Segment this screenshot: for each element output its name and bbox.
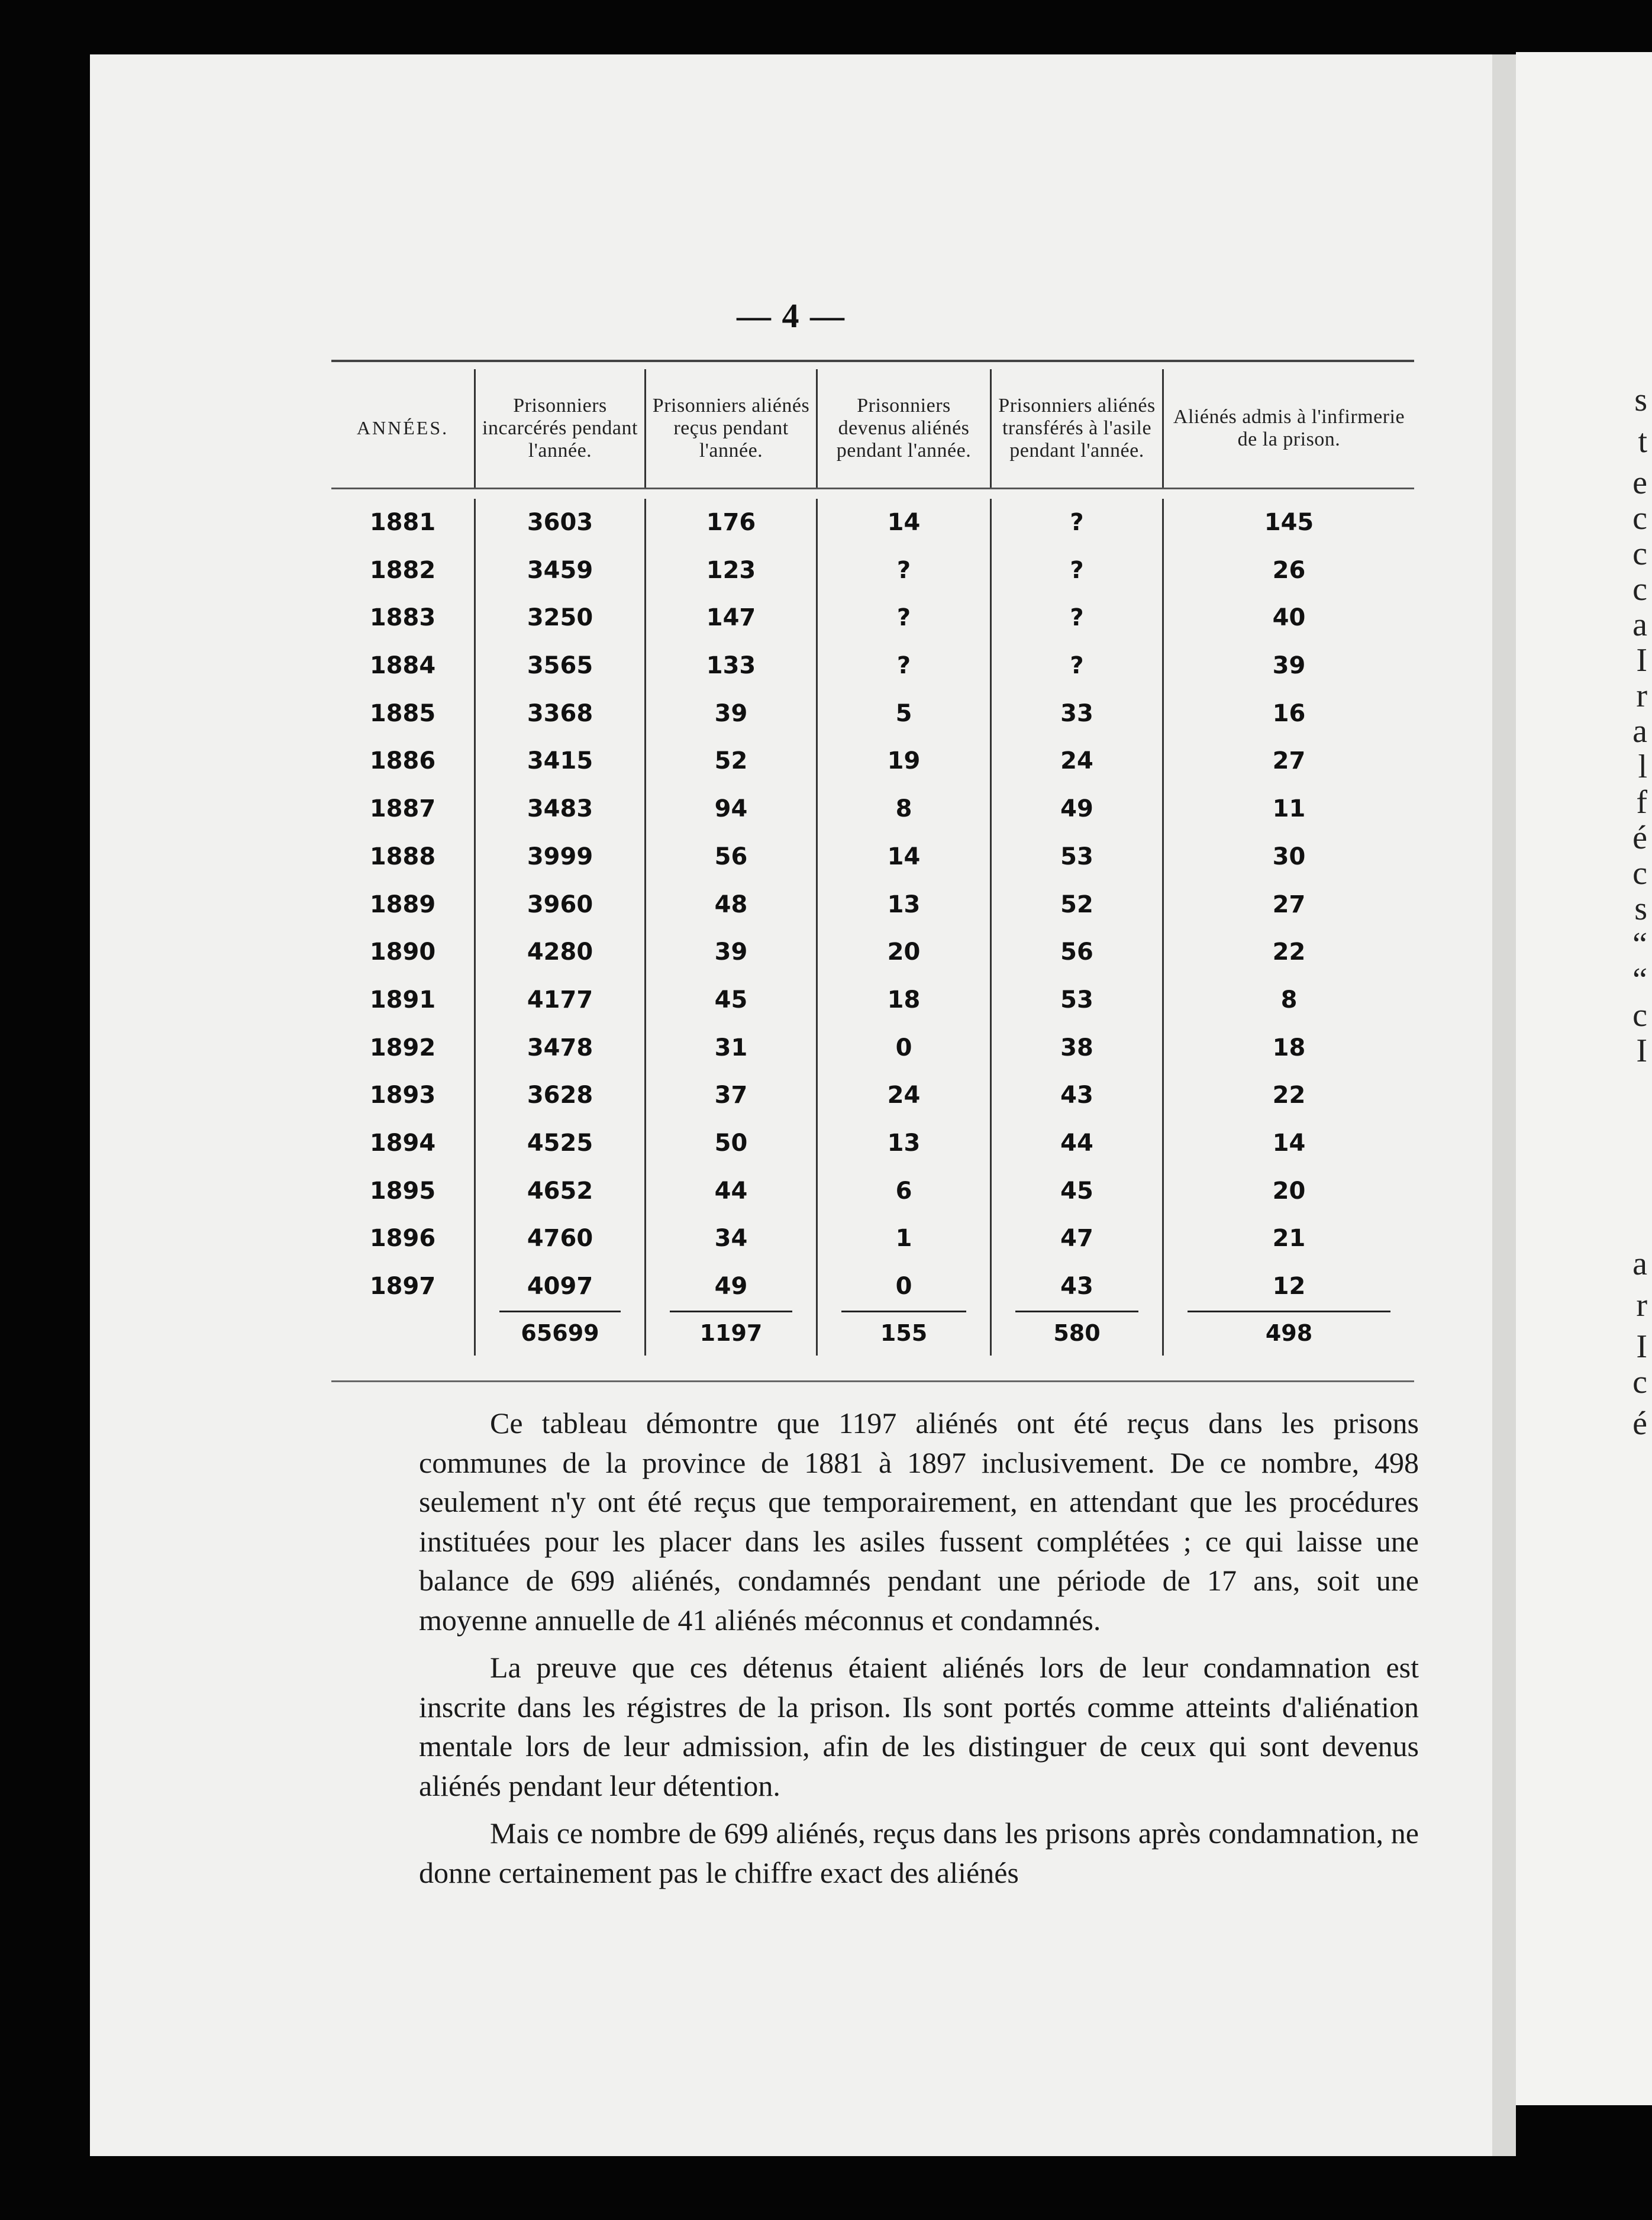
table-cell: 14 xyxy=(887,509,921,536)
header-became-insane: Prisonniers devenus aliénés pendant l'année. xyxy=(816,369,990,488)
table-cell: 1886 xyxy=(369,747,436,775)
table-cell: 30 xyxy=(1272,843,1306,870)
table-cell: 133 xyxy=(706,652,756,680)
table-cell: 43 xyxy=(1060,1273,1093,1300)
table-cell: 1893 xyxy=(369,1082,436,1109)
edge-letter: r xyxy=(1636,677,1647,714)
document-page xyxy=(90,54,1492,2156)
table-cell: 3478 xyxy=(527,1034,593,1061)
table-cell: 1883 xyxy=(369,604,436,632)
header-transferred: Prisonniers aliénés transférés à l'asile pendant l'année. xyxy=(990,369,1162,488)
table-cell: 45 xyxy=(714,986,748,1014)
table-cell: 94 xyxy=(714,795,748,823)
table-cell: ? xyxy=(896,556,911,584)
table-cell: 50 xyxy=(714,1129,748,1157)
table-cell: ? xyxy=(1070,556,1084,584)
table-cell: 11 xyxy=(1272,795,1306,823)
table-cell: 44 xyxy=(1060,1129,1093,1157)
adjacent-page-edge xyxy=(1516,52,1652,2105)
table-cell: 24 xyxy=(1060,747,1093,775)
table-cell: ? xyxy=(896,604,911,632)
table-cell: 4280 xyxy=(527,938,593,966)
table-cell: 20 xyxy=(1272,1177,1306,1205)
table-cell: 24 xyxy=(887,1082,921,1109)
table-cell: 39 xyxy=(1272,652,1306,680)
table-cell: ? xyxy=(896,652,911,680)
total-transferred: 580 xyxy=(990,1311,1162,1356)
page-edge-shadow xyxy=(1492,54,1516,2156)
table-cell: 56 xyxy=(1060,938,1093,966)
table-cell: 3999 xyxy=(527,843,593,870)
table-cell: 5 xyxy=(895,699,912,727)
edge-letter: é xyxy=(1632,819,1647,856)
statistics-table xyxy=(331,360,1414,1382)
edge-letter: c xyxy=(1632,855,1647,892)
table-top-rule xyxy=(331,360,1414,362)
edge-letter: e xyxy=(1632,464,1647,501)
table-cell: 26 xyxy=(1272,556,1306,584)
table-cell: 3415 xyxy=(527,747,593,775)
table-cell: 4652 xyxy=(527,1177,593,1205)
body-text xyxy=(419,1403,1419,1900)
table-cell: 52 xyxy=(714,747,748,775)
total-insane-received: 1197 xyxy=(644,1311,816,1356)
edge-letter: I xyxy=(1636,1328,1647,1365)
table-cell: 1882 xyxy=(369,556,436,584)
table-cell: 3628 xyxy=(527,1082,593,1109)
edge-letter: a xyxy=(1632,606,1647,643)
table-body xyxy=(331,489,1414,1311)
total-infirmary: 498 xyxy=(1162,1311,1414,1356)
table-cell: 22 xyxy=(1272,938,1306,966)
table-cell: 39 xyxy=(714,699,748,727)
column-transferred xyxy=(990,499,1162,1311)
table-cell: 3250 xyxy=(527,604,593,632)
table-cell: 18 xyxy=(1272,1034,1306,1061)
table-cell: 6 xyxy=(895,1177,912,1205)
table-cell: 34 xyxy=(714,1225,748,1253)
table-cell: 8 xyxy=(895,795,912,823)
edge-letter: c xyxy=(1632,997,1647,1034)
paragraph: Ce tableau démontre que 1197 aliénés ont été reçus dans les prisons communes de la province de 1881 à 1897 inclusivement. De ce nombre, 498 seulement n'y ont été reçus que temporairement, en attendant que les procédures instituées pour les placer dans les asiles fussent complétées ; ce qui laisse une balance de 699 aliénés, condamnés pendant une période de 17 ans, soit une moyenne annuelle de 41 aliénés méconnus et condamnés. xyxy=(419,1406,1419,1637)
table-cell: ? xyxy=(1070,604,1084,632)
table-header-row xyxy=(331,369,1414,488)
table-cell: 1890 xyxy=(369,938,436,966)
edge-letter: “ xyxy=(1632,926,1647,963)
table-cell: 4177 xyxy=(527,986,593,1014)
table-cell: 47 xyxy=(1060,1225,1093,1253)
table-cell: 45 xyxy=(1060,1177,1093,1205)
total-became-insane: 155 xyxy=(816,1311,990,1356)
table-cell: 19 xyxy=(887,747,921,775)
table-cell: 27 xyxy=(1272,890,1306,918)
table-cell: 1897 xyxy=(369,1273,436,1300)
table-cell: 49 xyxy=(1060,795,1093,823)
table-cell: 0 xyxy=(895,1273,912,1300)
table-cell: 3603 xyxy=(527,509,593,536)
table-cell: 3960 xyxy=(527,890,593,918)
table-cell: 3368 xyxy=(527,699,593,727)
table-cell: 14 xyxy=(887,843,921,870)
table-cell: 53 xyxy=(1060,843,1093,870)
table-cell: 3565 xyxy=(527,652,593,680)
table-cell: 1888 xyxy=(369,843,436,870)
table-cell: 16 xyxy=(1272,699,1306,727)
table-cell: 56 xyxy=(714,843,748,870)
table-cell: 13 xyxy=(887,890,921,918)
table-cell: 147 xyxy=(706,604,756,632)
edge-letter: c xyxy=(1632,500,1647,537)
header-years: ANNÉES. xyxy=(356,417,449,439)
total-incarcerated: 65699 xyxy=(474,1311,644,1356)
table-cell: 21 xyxy=(1272,1225,1306,1253)
table-cell: 48 xyxy=(714,890,748,918)
edge-letter: r xyxy=(1636,1287,1647,1324)
column-insane-received xyxy=(644,499,816,1311)
edge-letter: c xyxy=(1632,1364,1647,1401)
table-cell: 18 xyxy=(887,986,921,1014)
header-infirmary: Aliénés admis à l'infirmerie de la prison. xyxy=(1162,369,1414,488)
table-cell: 1894 xyxy=(369,1129,436,1157)
table-cell: 1881 xyxy=(369,509,436,536)
table-cell: 13 xyxy=(887,1129,921,1157)
table-cell: 1896 xyxy=(369,1225,436,1253)
table-cell: 14 xyxy=(1272,1129,1306,1157)
edge-letter: c xyxy=(1632,571,1647,608)
table-cell: 49 xyxy=(714,1273,748,1300)
table-cell: 8 xyxy=(1280,986,1298,1014)
table-cell: 3483 xyxy=(527,795,593,823)
table-total-row xyxy=(331,1311,1414,1356)
table-cell: 1891 xyxy=(369,986,436,1014)
table-cell: 1 xyxy=(895,1225,912,1253)
table-cell: 1887 xyxy=(369,795,436,823)
edge-letter: c xyxy=(1632,535,1647,572)
table-cell: 12 xyxy=(1272,1273,1306,1300)
table-cell: 37 xyxy=(714,1082,748,1109)
table-cell: 4097 xyxy=(527,1273,593,1300)
table-cell: 1889 xyxy=(369,890,436,918)
table-cell: 1885 xyxy=(369,699,436,727)
table-cell: 1892 xyxy=(369,1034,436,1061)
table-cell: ? xyxy=(1070,652,1084,680)
column-became-insane xyxy=(816,499,990,1311)
edge-letter: l xyxy=(1638,748,1647,785)
table-cell: 145 xyxy=(1264,509,1314,536)
edge-letter: s xyxy=(1634,890,1647,927)
table-cell: 44 xyxy=(714,1177,748,1205)
table-cell: 3459 xyxy=(527,556,593,584)
edge-letter: s xyxy=(1634,382,1647,418)
table-cell: 39 xyxy=(714,938,748,966)
table-cell: 40 xyxy=(1272,604,1306,632)
table-cell: 43 xyxy=(1060,1082,1093,1109)
paragraph: Mais ce nombre de 699 aliénés, reçus dans les prisons après condamnation, ne donne certainement pas le chiffre exact des aliénés xyxy=(419,1816,1419,1889)
table-cell: 123 xyxy=(706,556,756,584)
table-cell: 176 xyxy=(706,509,756,536)
table-bottom-rule xyxy=(331,1380,1414,1382)
edge-letter: I xyxy=(1636,1032,1647,1069)
table-cell: 31 xyxy=(714,1034,748,1061)
edge-letter: a xyxy=(1632,713,1647,750)
table-cell: ? xyxy=(1070,509,1084,536)
edge-letter: t xyxy=(1638,423,1647,460)
paragraph: La preuve que ces détenus étaient aliénés lors de leur condamnation est inscrite dans les régistres de la prison. Ils sont portés comme atteints d'aliénation mentale lors de leur admission, afin de les distinguer de ceux qui sont devenus aliénés pendant leur détention. xyxy=(419,1651,1419,1802)
table-cell: 38 xyxy=(1060,1034,1093,1061)
column-incarcerated xyxy=(474,499,644,1311)
table-cell: 0 xyxy=(895,1034,912,1061)
table-cell: 4760 xyxy=(527,1225,593,1253)
table-cell: 22 xyxy=(1272,1082,1306,1109)
table-cell: 1895 xyxy=(369,1177,436,1205)
column-years xyxy=(331,499,474,1311)
table-cell: 4525 xyxy=(527,1129,593,1157)
edge-letter: a xyxy=(1632,1245,1647,1282)
edge-letter: I xyxy=(1636,642,1647,679)
adjacent-page-letters xyxy=(1616,52,1652,2105)
table-cell: 52 xyxy=(1060,890,1093,918)
header-insane-received: Prisonniers aliénés reçus pendant l'année. xyxy=(644,369,816,488)
edge-letter: f xyxy=(1636,784,1647,821)
table-cell: 1884 xyxy=(369,652,436,680)
table-cell: 33 xyxy=(1060,699,1093,727)
table-cell: 53 xyxy=(1060,986,1093,1014)
column-infirmary xyxy=(1162,499,1414,1311)
edge-letter: “ xyxy=(1632,961,1647,998)
edge-letter: é xyxy=(1632,1405,1647,1442)
page-number: — 4 — xyxy=(737,296,846,335)
header-incarcerated: Prisonniers incarcérés pendant l'année. xyxy=(474,369,644,488)
table-cell: 20 xyxy=(887,938,921,966)
table-cell: 27 xyxy=(1272,747,1306,775)
total-label xyxy=(331,1311,474,1356)
